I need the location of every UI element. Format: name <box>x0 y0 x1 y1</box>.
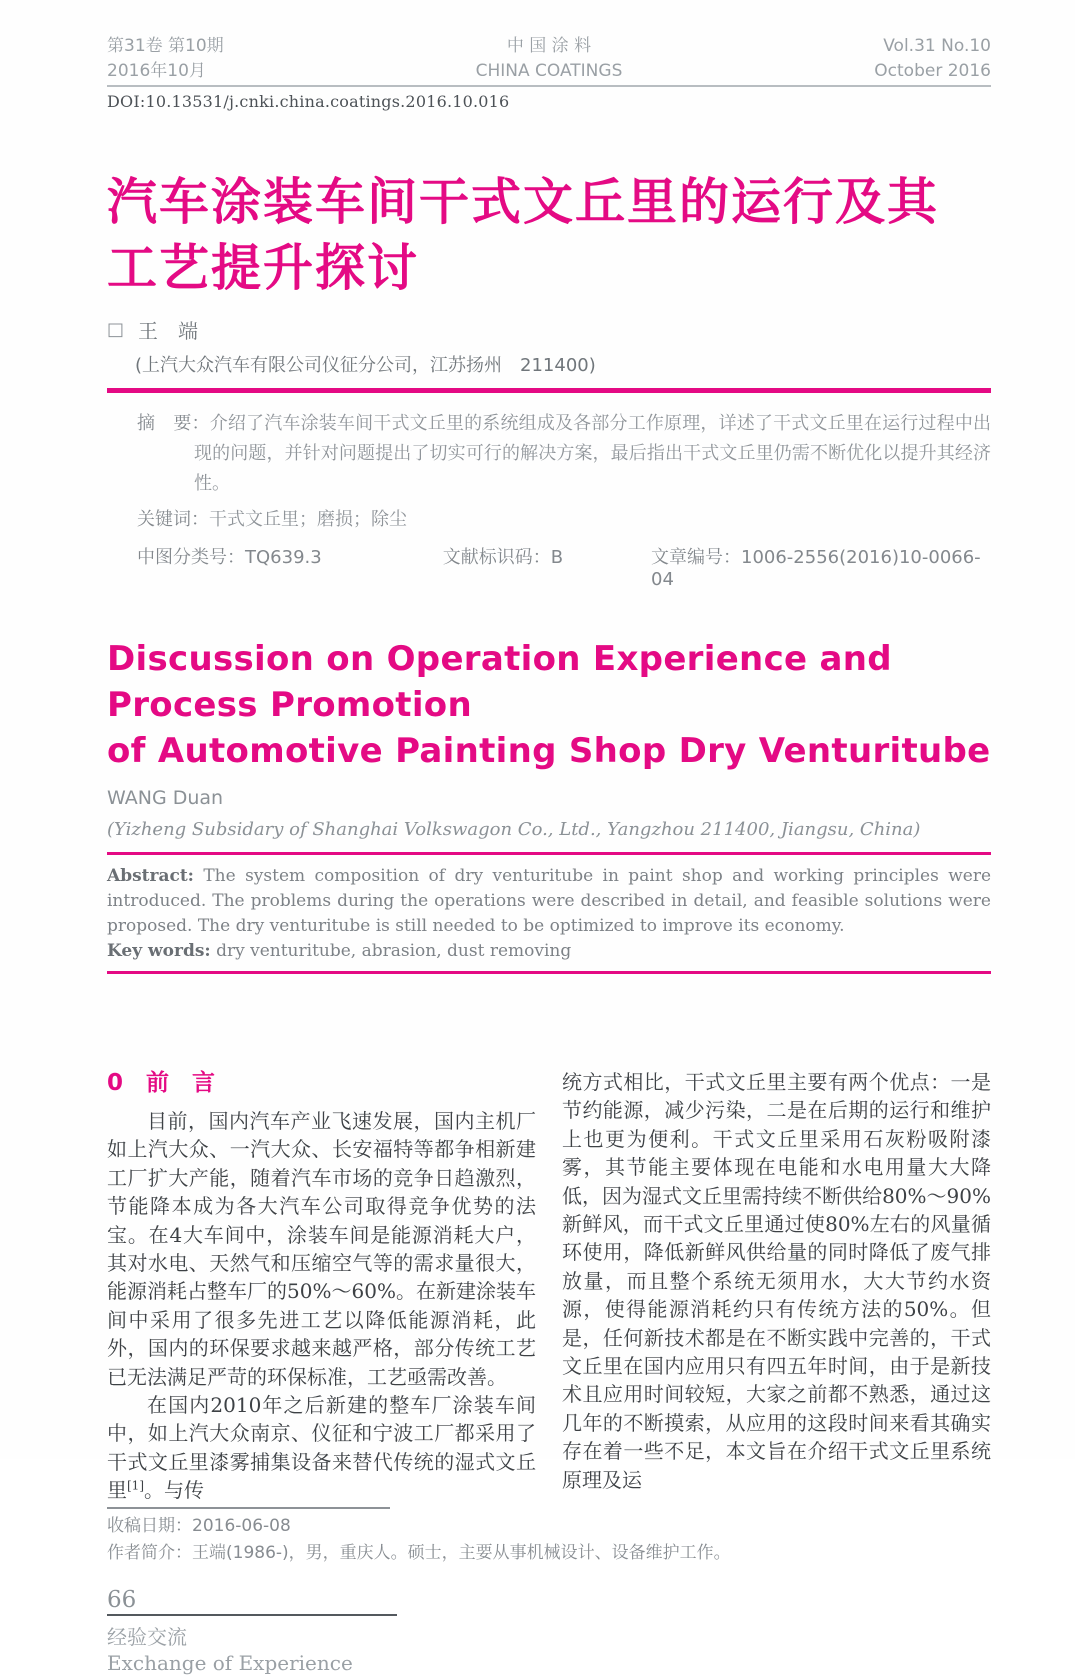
author-name-en: WANG Duan <box>107 787 224 809</box>
abstract-en-label: Abstract: <box>107 866 194 886</box>
abstract-divider-bottom <box>107 971 991 974</box>
body-column-right <box>562 1068 991 1505</box>
body-column-left <box>107 1068 536 1505</box>
keywords-cn-text: 干式文丘里；磨损；除尘 <box>209 509 407 530</box>
article-title-en <box>107 636 991 774</box>
received-date: 收稿日期：2016-06-08 <box>107 1515 291 1536</box>
keywords-en <box>107 939 991 964</box>
doi-line: DOI:10.13531/j.cnki.china.coatings.2016.10.016 <box>107 92 510 111</box>
masthead-issue-cn <box>107 34 297 84</box>
abstract-en-text: The system composition of dry venturitube in paint shop and working principles were introduced. The problems during the operations were described in detail, and feasible solutions were proposed. The dry venturitube is still needed to be optimized to improve its economy. <box>107 866 991 936</box>
volume-issue-cn: 第31卷 第10期 <box>107 36 224 56</box>
paragraph-1: 目前，国内汽车产业飞速发展，国内主机厂如上汽大众、一汽大众、长安福特等都争相新建工厂扩大产能，随着汽车市场的竞争日趋激烈，节能降本成为各大汽车公司取得竞争优势的法宝。在4大车间中，涂装车间是能源消耗大户，其对水电、天然气和压缩空气等的需求量很大，能源消耗占整车厂的50%～60%。在新建涂装车间中采用了很多先进工艺以降低能源消耗，此外，国内的环保要求越来越严格，部分传统工艺已无法满足严苛的环保标准，工艺亟需改善。 <box>107 1109 536 1389</box>
abstract-divider-top <box>107 852 991 855</box>
article-title-en-line1: Discussion on Operation Experience and Process Promotion <box>107 639 892 725</box>
paragraph-2-text: 在国内2010年之后新建的整车厂涂装车间中，如上汽大众南京、仪征和宁波工厂都采用了干式文丘里漆雾捕集设备来替代传统的湿式文丘里 <box>107 1393 536 1503</box>
classification-row <box>107 543 991 590</box>
author-name-cn: 王 端 <box>138 319 199 343</box>
article-title-cn <box>107 169 991 301</box>
keywords-en-label: Key words: <box>107 941 211 961</box>
column-name-cn: 经验交流 <box>107 1624 187 1649</box>
abstract-cn <box>107 409 991 499</box>
footnote-block <box>107 1507 991 1567</box>
abstract-cn-label: 摘 要： <box>137 413 210 434</box>
page-content <box>107 0 991 1675</box>
author-row <box>107 315 991 344</box>
abstract-en <box>107 864 991 939</box>
keywords-en-text: dry venturitube, abrasion, dust removing <box>210 941 572 961</box>
reference-marker-1: [1] <box>127 1478 144 1493</box>
footer-divider <box>107 1614 397 1616</box>
document-code: 文献标识码：B <box>442 547 564 568</box>
article-title-en-line2: of Automotive Painting Shop Dry Venturitube <box>107 731 991 771</box>
masthead-issue-en <box>801 34 991 84</box>
paragraph-3: 统方式相比，干式文丘里主要有两个优点：一是节约能源，减少污染，二是在后期的运行和维护上也更为便利。干式文丘里采用石灰粉吸附漆雾，其节能主要体现在电能和水电用量大大降低，因为湿式文丘里需持续不断供给80%～90%新鲜风，而干式文丘里通过使80%左右的风量循环使用，降低新鲜风供给量的同时降低了废气排放量，而且整个系统无须用水，大大节约水资源，使得能源消耗约只有传统方法的50%。但是，任何新技术都是在不断实践中完善的，干式文丘里在国内应用只有四五年时间，由于是新技术且应用时间较短，大家之前都不熟悉，通过这几年的不断摸索，从应用的这段时间来看其确实存在着一些不足，本文旨在介绍干式文丘里系统原理及运 <box>562 1070 991 1492</box>
volume-issue-en: Vol.31 No.10 <box>883 36 991 56</box>
article-body <box>107 1068 991 1505</box>
date-en: October 2016 <box>874 61 991 81</box>
title-divider <box>107 388 991 393</box>
article-title-cn-line2: 工艺提升探讨 <box>107 239 419 297</box>
clc-number: 中图分类号：TQ639.3 <box>137 547 322 568</box>
journal-name-en: CHINA COATINGS <box>475 61 623 81</box>
footnote-divider <box>107 1507 390 1509</box>
page-footer <box>107 1587 991 1675</box>
affiliation-cn: (上汽大众汽车有限公司仪征分公司，江苏扬州 211400) <box>135 355 596 376</box>
journal-name-cn: 中 国 涂 料 <box>506 36 592 56</box>
date-cn: 2016年10月 <box>107 61 206 81</box>
journal-masthead <box>107 0 991 84</box>
article-id: 文章编号：1006-2556(2016)10-0066-04 <box>651 547 981 590</box>
paragraph-2 <box>107 1391 536 1505</box>
page-number: 66 <box>107 1586 137 1613</box>
masthead-journal-name <box>476 34 623 84</box>
masthead-divider <box>107 85 991 87</box>
author-marker-icon: □ <box>107 319 125 340</box>
author-bio: 作者简介：王端(1986-)，男，重庆人。硕士，主要从事机械设计、设备维护工作。 <box>107 1542 731 1563</box>
section-heading-foreword: 0 前 言 <box>107 1070 216 1096</box>
keywords-cn-label: 关键词： <box>137 509 209 530</box>
article-title-cn-line1: 汽车涂装车间干式文丘里的运行及其 <box>107 173 939 231</box>
paragraph-2-tail: 。与传 <box>144 1478 204 1503</box>
column-name-en: Exchange of Experience <box>107 1650 353 1675</box>
keywords-cn <box>107 505 991 531</box>
affiliation-en: (Yizheng Subsidary of Shanghai Volkswagon Co., Ltd., Yangzhou 211400, Jiangsu, China) <box>107 819 921 840</box>
abstract-cn-text: 介绍了汽车涂装车间干式文丘里的系统组成及各部分工作原理，详述了干式文丘里在运行过程中出现的问题，并针对问题提出了切实可行的解决方案，最后指出干式文丘里仍需不断优化以提升其经济性。 <box>194 413 992 494</box>
